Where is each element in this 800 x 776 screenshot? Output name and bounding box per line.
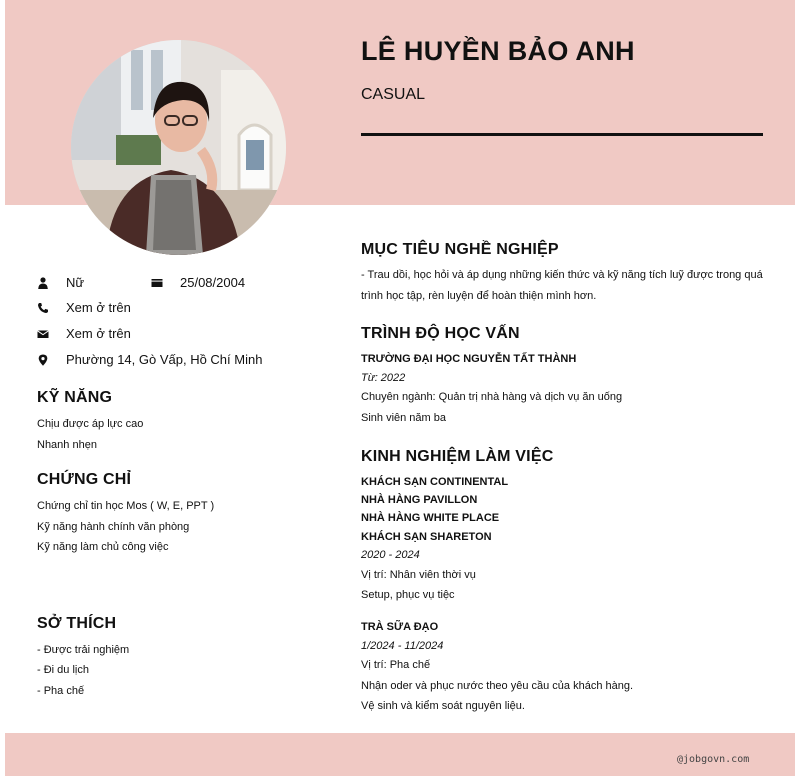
education-status: Sinh viên năm ba <box>361 412 446 424</box>
certificate-item: Chứng chỉ tin học Mos ( W, E, PPT ) <box>37 500 215 512</box>
skill-item: Nhanh nhẹn <box>37 439 97 451</box>
person-icon <box>37 277 49 289</box>
certificate-item: Kỹ năng hành chính văn phòng <box>37 521 190 533</box>
hobby-item: - Được trải nghiệm <box>37 644 130 656</box>
email-row <box>37 326 131 341</box>
birthdate-row <box>151 275 245 290</box>
calendar-icon <box>151 277 163 289</box>
company-name: NHÀ HÀNG WHITE PLACE <box>361 512 500 524</box>
phone-row <box>37 300 131 315</box>
hobbies-heading: SỞ THÍCH <box>37 615 117 632</box>
address-text: Phường 14, Gò Vấp, Hồ Chí Minh <box>66 352 263 367</box>
birthdate-text: 25/08/2004 <box>180 275 246 290</box>
address-row <box>37 352 262 367</box>
hobby-item: - Pha chế <box>37 685 85 697</box>
education-heading: TRÌNH ĐỘ HỌC VẤN <box>361 325 520 342</box>
job-duty: Vệ sinh và kiểm soát nguyên liệu. <box>361 700 525 712</box>
experience-heading: KINH NGHIỆM LÀM VIỆC <box>361 448 554 465</box>
phone-icon <box>37 302 49 314</box>
company-name: KHÁCH SẠN CONTINENTAL <box>361 476 509 488</box>
skills-heading: KỸ NĂNG <box>37 389 113 406</box>
job-period: 1/2024 - 11/2024 <box>361 640 444 652</box>
phone-text: Xem ở trên <box>66 300 131 315</box>
job-position: Vị trí: Nhân viên thời vụ <box>361 569 476 581</box>
watermark: @jobgovn.com <box>677 754 750 765</box>
gender-row <box>37 275 84 290</box>
header-divider <box>361 133 763 136</box>
job-period: 2020 - 2024 <box>361 549 420 561</box>
full-name: LÊ HUYỀN BẢO ANH <box>361 36 635 66</box>
certificate-item: Kỹ năng làm chủ công việc <box>37 541 169 553</box>
company-name: TRÀ SỮA ĐẠO <box>361 621 439 633</box>
hobby-item: - Đi du lịch <box>37 664 89 676</box>
job-duty: Nhận oder và phục nước theo yêu cầu của khách hàng. <box>361 680 634 692</box>
education-period: Từ: 2022 <box>361 372 406 384</box>
job-title: CASUAL <box>361 86 426 103</box>
objective-heading: MỤC TIÊU NGHỀ NGHIỆP <box>361 241 559 258</box>
company-name: NHÀ HÀNG PAVILLON <box>361 494 478 506</box>
objective-text: - Trau dồi, học hỏi và áp dụng những kiến thức và kỹ năng tích luỹ được trong quá trình học tập, rèn luyện để hoàn thiện mình hơn. <box>361 269 763 302</box>
email-text: Xem ở trên <box>66 326 131 341</box>
job-position: Vị trí: Pha chế <box>361 659 431 671</box>
certificates-heading: CHỨNG CHỈ <box>37 471 132 488</box>
map-pin-icon <box>37 354 49 366</box>
gender-text: Nữ <box>66 275 85 290</box>
envelope-icon <box>37 328 49 340</box>
skill-item: Chịu được áp lực cao <box>37 418 144 430</box>
education-major: Chuyên ngành: Quản trị nhà hàng và dịch vụ ăn uống <box>361 391 623 403</box>
school-name: TRƯỜNG ĐẠI HỌC NGUYỄN TẤT THÀNH <box>361 353 577 365</box>
company-name: KHÁCH SẠN SHARETON <box>361 531 492 543</box>
profile-photo <box>71 40 286 255</box>
job-duty: Setup, phục vụ tiệc <box>361 589 455 601</box>
